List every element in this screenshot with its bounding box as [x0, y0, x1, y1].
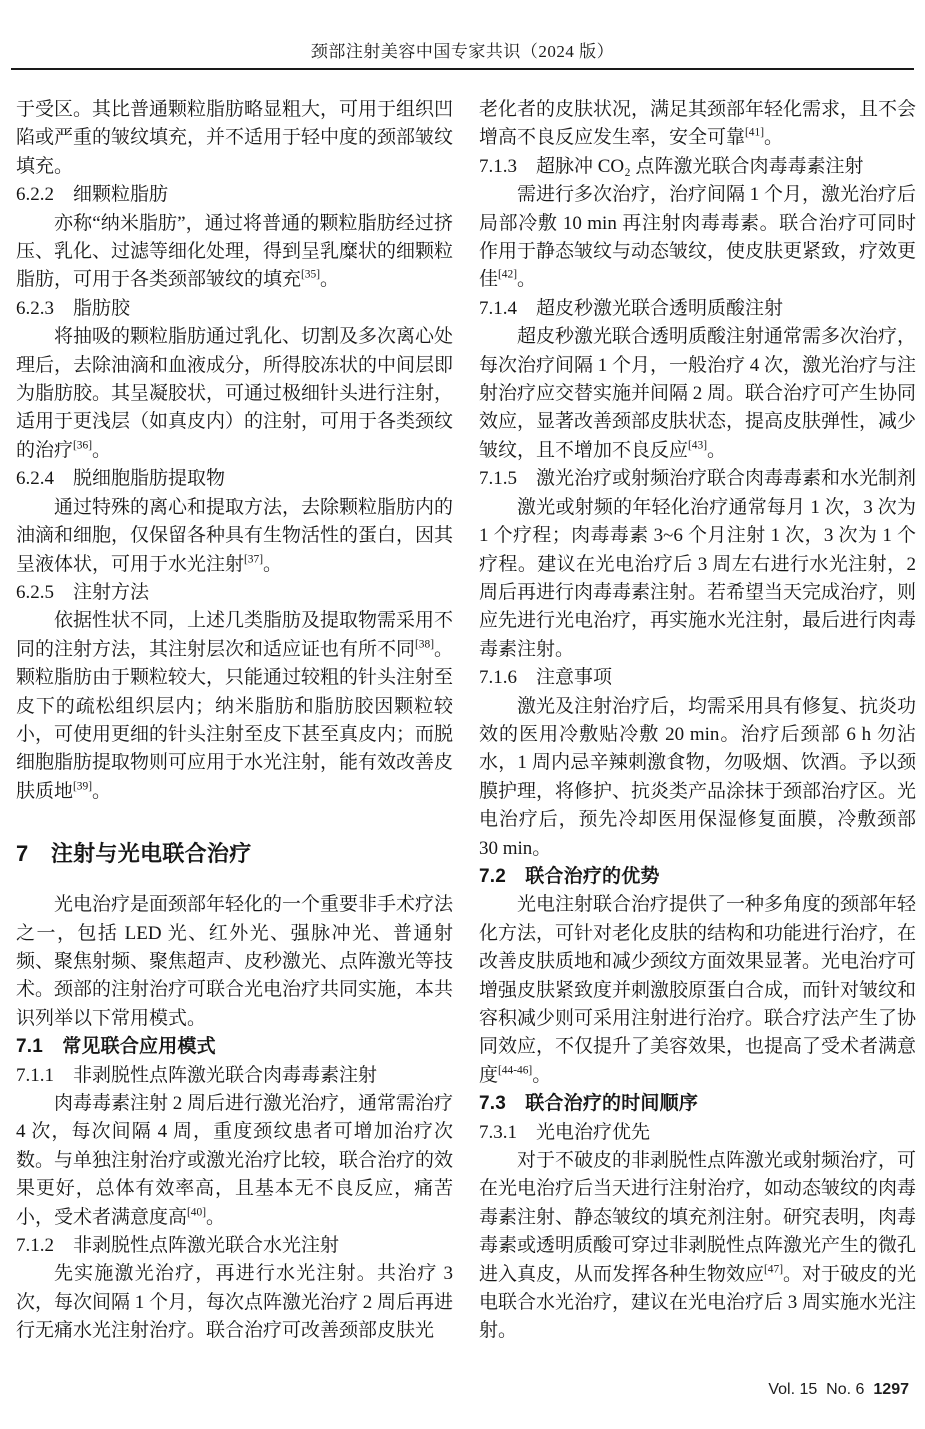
left-column — [16, 96, 453, 1346]
body-paragraph: 对于不破皮的非剥脱性点阵激光或射频治疗，可在光电治疗后当天进行注射治疗，如动态皱纹的肉毒毒素注射、静态皱纹的填充剂注射。研究表明，肉毒毒素或透明质酸可穿过非剥脱性点阵激光产生的微孔进入真皮，从而发挥各种生物效应[47]。对于破皮的光电联合水光治疗，建议在光电治疗后 3 周实施水光注射。 — [479, 1150, 917, 1342]
section-heading-h1: 7 注射与光电联合治疗 — [16, 841, 252, 867]
reference-marker: [35] — [301, 269, 320, 282]
body-paragraph: 亦称“纳米脂肪”，通过将普通的颗粒脂肪经过挤压、乳化、过滤等细化处理，得到呈乳糜状的细颗粒脂肪，可用于各类颈部皱纹的填充[35]。 — [16, 212, 454, 291]
reference-marker: [40] — [187, 1206, 206, 1219]
reference-marker: [38] — [415, 638, 434, 651]
right-column — [479, 96, 916, 1346]
section-heading-h3: 6.2.2 细颗粒脂肪 — [16, 184, 169, 206]
section-heading-h2: 7.2 联合治疗的优势 — [479, 865, 660, 887]
text-columns — [16, 96, 916, 1346]
header-divider — [11, 68, 914, 70]
body-paragraph: 先实施激光治疗，再进行水光注射。共治疗 3 次，每次间隔 1 个月，每次点阵激光治疗 2 周后再进行无痛水光注射治疗。联合治疗可改善颈部皮肤光 — [16, 1263, 454, 1342]
body-paragraph: 光电注射联合治疗提供了一种多角度的颈部年轻化方法，可针对老化皮肤的结构和功能进行治疗，在改善皮肤质地和减少颈纹方面效果显著。光电治疗可增强皮肤紧致度并刺激胶原蛋白合成，而针对皱纹和容积减少则可采用注射进行治疗。联合疗法产生了协同效应，不仅提升了美容效果，也提高了受术者满意度[44-46]。 — [479, 894, 917, 1086]
reference-marker: [41] — [745, 127, 764, 140]
body-paragraph: 老化者的皮肤状况，满足其颈部年轻化需求，且不会增高不良反应发生率，安全可靠[41]。 — [479, 99, 917, 149]
volume-issue-label: Vol. 15 No. 6 — [768, 1381, 865, 1398]
body-paragraph: 依据性状不同，上述几类脂肪及提取物需采用不同的注射方法，其注射层次和适应证也有所不同[38]。颗粒脂肪由于颗粒较大，只能通过较粗的针头注射至皮下的疏松组织层内；纳米脂肪和脂肪胶因颗粒较小，可使用更细的针头注射至皮下甚至真皮内；而脱细胞脂肪提取物则可应用于水光注射，能有效改善皮肤质地[39]。 — [16, 610, 454, 802]
body-paragraph: 于受区。其比普通颗粒脂肪略显粗大，可用于组织凹陷或严重的皱纹填充，并不适用于轻中度的颈部皱纹填充。 — [16, 99, 454, 177]
body-paragraph: 肉毒毒素注射 2 周后进行激光治疗，通常需治疗 4 次，每次间隔 4 周，重度颈纹患者可增加治疗次数。与单独注射治疗或激光治疗比较，联合治疗的效果更好，总体有效率高，且基本无不良反应，痛苦小，受术者满意度高[40]。 — [16, 1093, 454, 1228]
section-heading-h3: 7.1.2 非剥脱性点阵激光联合水光注射 — [16, 1235, 340, 1257]
body-paragraph: 超皮秒激光联合透明质酸注射通常需多次治疗，每次治疗间隔 1 个月，一般治疗 4 次，激光治疗与注射治疗应交替实施并间隔 2 周。联合治疗可产生协同效应，显著改善颈部皮肤状态，提高皮肤弹性，减少皱纹，且不增加不良反应[43]。 — [479, 326, 917, 461]
section-heading-h2: 7.1 常见联合应用模式 — [16, 1036, 216, 1058]
section-heading-h3: 7.1.6 注意事项 — [479, 667, 613, 689]
reference-marker: [47] — [764, 1263, 783, 1276]
reference-marker: [39] — [73, 780, 92, 793]
body-paragraph: 激光或射频的年轻化治疗通常每月 1 次，3 次为 1 个疗程；肉毒毒素 3~6 个月注射 1 次，3 次为 1 个疗程。建议在光电治疗后 3 周左右进行水光注射，2 周后再进行肉毒毒素注射。若希望当天完成治疗，则应先进行光电治疗，再实施水光注射，最后进行肉毒毒素注射。 — [479, 496, 917, 660]
reference-marker: [37] — [244, 553, 263, 566]
body-paragraph: 激光及注射治疗后，均需采用具有修复、抗炎功效的医用冷敷贴冷敷 20 min。治疗后颈部 6 h 勿沾水，1 周内忌辛辣刺激食物，勿吸烟、饮酒。予以颈膜护理，将修护、抗炎类产品涂抹于颈部治疗区。光电治疗后，预先冷却医用保湿修复面膜，冷敷颈部 30 min。 — [479, 695, 917, 859]
running-head-title: 颈部注射美容中国专家共识（2024 版） — [310, 42, 615, 61]
section-heading-h3: 6.2.5 注射方法 — [16, 581, 150, 603]
section-heading-h3: 7.1.4 超皮秒激光联合透明质酸注射 — [479, 297, 784, 319]
page-number: 1297 — [873, 1381, 909, 1398]
body-paragraph: 通过特殊的离心和提取方法，去除颗粒脂肪内的油滴和细胞，仅保留各种具有生物活性的蛋白，因其呈液体状，可用于水光注射[37]。 — [16, 496, 454, 575]
section-heading-h3: 6.2.3 脂肪胶 — [16, 297, 131, 319]
body-paragraph: 将抽吸的颗粒脂肪通过乳化、切割及多次离心处理后，去除油滴和血液成分，所得胶冻状的中间层即为脂肪胶。其呈凝胶状，可通过极细针头进行注射，适用于更浅层（如真皮内）的注射，可用于各类颈纹的治疗[36]。 — [16, 326, 454, 461]
section-heading-h3: 7.3.1 光电治疗优先 — [479, 1121, 651, 1143]
page-footer — [768, 1381, 909, 1399]
reference-marker: [42] — [498, 269, 517, 282]
section-heading-h3: 7.1.3 超脉冲 CO₂ 点阵激光联合肉毒毒素注射 — [479, 155, 864, 177]
section-heading-h2: 7.3 联合治疗的时间顺序 — [479, 1093, 699, 1115]
body-paragraph: 光电治疗是面颈部年轻化的一个重要非手术疗法之一，包括 LED 光、红外光、强脉冲光、普通射频、聚焦射频、聚焦超声、皮秒激光、点阵激光等技术。颈部的注射治疗可联合光电治疗共同实施，本共识列举以下常用模式。 — [16, 894, 454, 1029]
reference-marker: [43] — [688, 439, 707, 452]
body-paragraph: 需进行多次治疗，治疗间隔 1 个月，激光治疗后局部冷敷 10 min 再注射肉毒毒素。联合治疗可同时作用于静态皱纹与动态皱纹，使皮肤更紧致，疗效更佳[42]。 — [479, 184, 917, 291]
reference-marker: [44-46] — [498, 1064, 533, 1077]
section-heading-h3: 7.1.1 非剥脱性点阵激光联合肉毒毒素注射 — [16, 1064, 378, 1086]
section-heading-h3: 6.2.4 脱细胞脂肪提取物 — [16, 468, 226, 490]
reference-marker: [36] — [73, 439, 92, 452]
section-heading-h3: 7.1.5 激光治疗或射频治疗联合肉毒毒素和水光制剂 — [479, 468, 917, 490]
